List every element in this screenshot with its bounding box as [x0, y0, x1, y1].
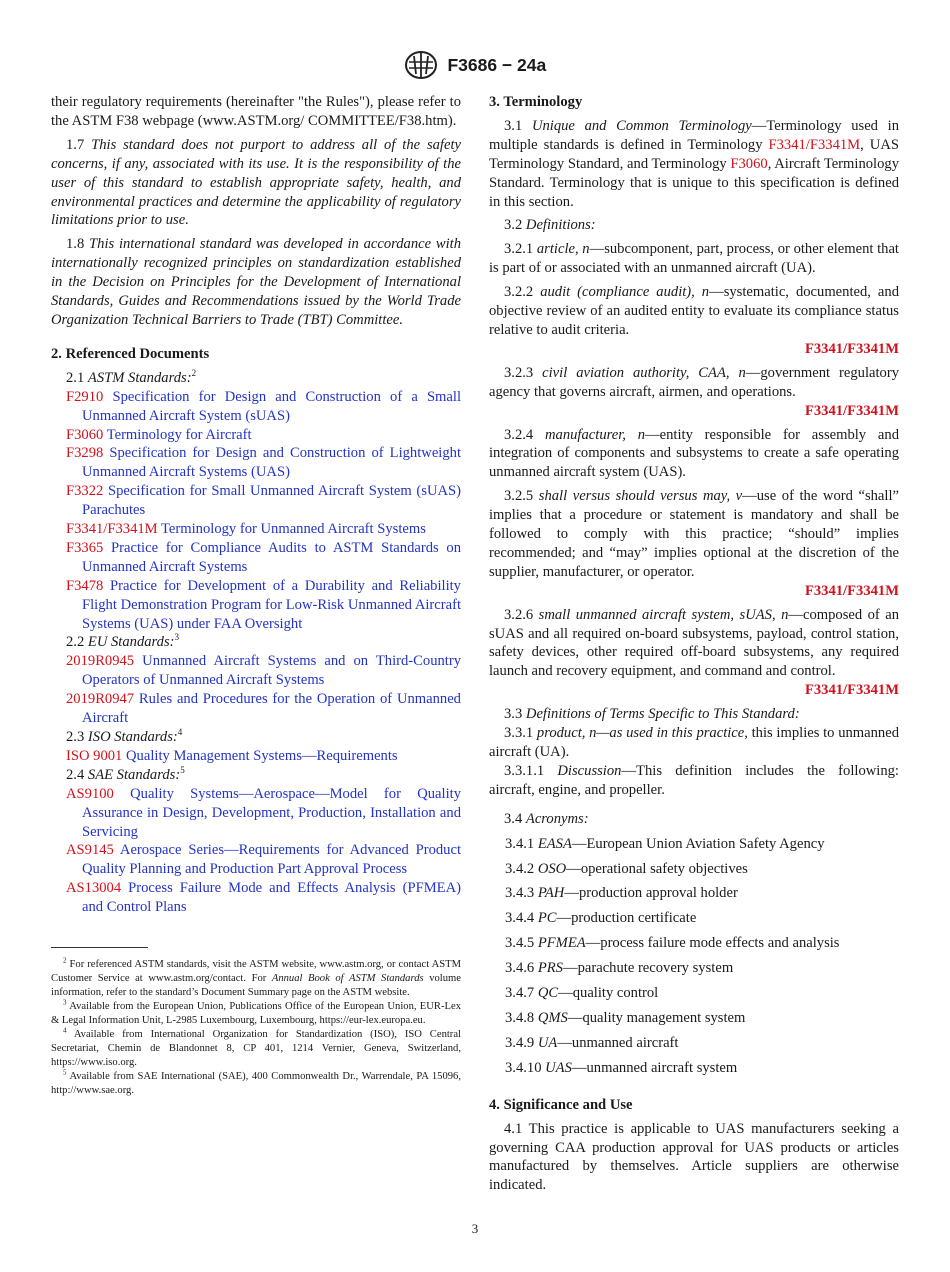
reference-item: [51, 577, 461, 634]
definition-3-2-1: [489, 240, 899, 278]
page-header: [0, 50, 950, 80]
acronym-number: 3.4.7: [505, 985, 535, 1002]
reference-title-link[interactable]: Quality Management Systems—Requirements: [126, 747, 398, 764]
reference-code-link[interactable]: F3341/F3341M: [66, 521, 158, 538]
subsection-2-2: 2.2 EU Standards:$^3$: [66, 632, 180, 651]
definition-term: civil aviation authority, CAA, n: [542, 364, 746, 381]
definition-text: —subcomponent, part, process, or other element that is part of or associated with an unmanned aircraft (UA).: [489, 241, 899, 277]
acronym-abbr: PFMEA: [537, 935, 586, 952]
acronym-text: —quality management system: [567, 1009, 746, 1026]
definition-text: —government regulatory agency that governs aircraft, airmen, and operations.: [489, 364, 899, 400]
reference-item: [51, 520, 461, 539]
subsection-2-4: 2.4 SAE Standards:$^5$: [66, 764, 185, 783]
reference-code-link[interactable]: F3478: [66, 577, 104, 594]
reference-code-link[interactable]: AS9145: [66, 842, 114, 859]
paragraph-3-3: 3.3 Definitions of Terms Specific to This Standard:: [504, 706, 800, 723]
definition-3-2-3: [489, 364, 899, 421]
footnote-text: For referenced ASTM standards, visit the ASTM website, www.astm.org, or contact ASTM Customer Service at www.astm.org/contact. For: [51, 959, 461, 985]
reference-code-link[interactable]: ISO 9001: [66, 747, 123, 764]
reference-item: [51, 785, 461, 842]
definition-term: audit (compliance audit), n: [540, 284, 710, 301]
intro-continuation: their regulatory requirements (hereinafter "the Rules"), please refer to the ASTM F38 webpage (www.ASTM.org/ COMMITTEE/F38.htm).: [51, 94, 461, 129]
acronym-number: 3.4.3: [505, 885, 535, 902]
left-column: [51, 93, 461, 1098]
footnote-italic: Annual Book of ASTM Standards: [271, 973, 424, 985]
footnotes: [51, 958, 461, 1098]
definition-text: —systematic, documented, and objective review of an audited entity to evaluate its compliance status relative to audit criteria.: [489, 284, 899, 338]
paragraph-1-7: 1.7 This standard does not purport to address all of the safety concerns, if any, associated with its use. It is the responsibility of the user of this standard to establish appropriate safety, health, and environmental practices and determine the applicability of regulatory limitations prior to use.: [51, 136, 461, 229]
acronym-number: 3.4.8: [505, 1009, 535, 1026]
acronym-item: [489, 835, 899, 854]
eu-reference-list: [51, 652, 461, 728]
reference-title-link[interactable]: Rules and Procedures for the Operation of Unmanned Aircraft: [82, 691, 461, 727]
definition-text: —entity responsible for assembly and integration of components and subsystems to create a safe operating unmanned aircraft system (UAS).: [489, 426, 899, 481]
acronym-abbr: PC: [537, 910, 557, 927]
acronym-item: [489, 860, 899, 879]
ref-link-f3341[interactable]: F3341/F3341M: [768, 136, 861, 153]
acronym-text: —process failure mode effects and analysis: [585, 935, 840, 952]
definition-number: 3.2.2: [504, 284, 534, 301]
acronym-text: —production approval holder: [564, 885, 738, 902]
definition-number: 3.2.6: [504, 606, 534, 623]
acronym-number: 3.4.5: [505, 935, 535, 952]
reference-item: [51, 444, 461, 482]
ref-link-f3060[interactable]: F3060: [730, 155, 768, 172]
acronym-item: [489, 909, 899, 928]
subsection-2-3: 2.3 ISO Standards:$^4$: [66, 727, 183, 745]
acronym-number: 3.4.1: [505, 835, 535, 852]
reference-title-link[interactable]: Practice for Compliance Audits to ASTM Standards on Unmanned Aircraft Systems: [82, 539, 461, 575]
acronym-abbr: UAS: [545, 1059, 572, 1076]
footnote: [51, 1070, 461, 1098]
subsection-2-1: 2.1 ASTM Standards:$^2$: [66, 367, 197, 386]
definition-number: 3.2.4: [504, 426, 534, 443]
acronym-item: [489, 884, 899, 903]
acronym-number: 3.4.2: [505, 860, 535, 877]
acronym-abbr: QC: [537, 985, 559, 1002]
reference-title-link[interactable]: Practice for Development of a Durability and Reliability Flight Demonstration Program for Low-Risk Unmanned Aircraft Systems (UAS) under FAA Oversight: [82, 577, 461, 632]
reference-code-link[interactable]: AS9100: [66, 785, 114, 802]
footnote-divider: [51, 947, 148, 948]
paragraph-3-3-1-1: 3.3.1.1 Discussion—This definition includes the following: aircraft, engine, and propeller.: [489, 762, 899, 798]
right-column: [489, 93, 899, 1195]
reference-title-link[interactable]: Specification for Design and Construction of Lightweight Unmanned Aircraft Systems (UAS): [82, 445, 461, 481]
definition-number: 3.2.3: [504, 364, 534, 381]
footnote-text: Available from SAE International (SAE), 400 Commonwealth Dr., Warrendale, PA 15096, http://www.sae.org.: [51, 1071, 461, 1097]
reference-code-link[interactable]: AS13004: [66, 880, 122, 897]
paragraph-3-3-1: 3.3.1 product, n—as used in this practice, this implies to unmanned aircraft (UA).: [489, 725, 899, 760]
acronym-abbr: UA: [537, 1034, 558, 1051]
acronym-number: 3.4.9: [505, 1034, 535, 1051]
page-number: 3: [471, 1221, 479, 1236]
acronym-item: [489, 1059, 899, 1078]
reference-code-link[interactable]: F2910: [66, 388, 104, 405]
definition-3-2-2: [489, 283, 899, 359]
acronym-number: 3.4.4: [505, 910, 535, 927]
reference-title-link[interactable]: Terminology for Aircraft: [106, 426, 252, 443]
astm-reference-list: [51, 388, 461, 634]
definition-term: small unmanned aircraft system, sUAS, n: [538, 606, 789, 623]
reference-item: [51, 841, 461, 879]
acronym-text: —European Union Aviation Safety Agency: [571, 835, 825, 852]
reference-item: [51, 426, 461, 445]
acronym-text: —production certificate: [556, 910, 697, 927]
acronym-text: —operational safety objectives: [566, 860, 748, 877]
definition-3-2-4: [489, 426, 899, 483]
reference-title-link[interactable]: Quality Systems—Aerospace—Model for Quality Assurance in Design, Development, Production, Installation and Servicing: [82, 785, 461, 840]
footnote: [51, 1028, 461, 1070]
paragraph-3-2: 3.2 Definitions:: [504, 217, 596, 234]
paragraph-1-8: 1.8 This international standard was developed in accordance with internationally recognized principles on standardization established in the Decision on Principles for the Development of International Standards, Guides and Recommendations issued by the World Trade Organization Technical Barriers to Trade (TBT) Committee.: [51, 236, 462, 328]
sae-reference-list: [51, 785, 461, 917]
reference-title-link[interactable]: Process Failure Mode and Effects Analysis (PFMEA) and Control Plans: [82, 880, 461, 916]
reference-title-link[interactable]: Aerospace Series—Requirements for Advanced Product Quality Planning and Production Part Approval Process: [82, 842, 462, 878]
acronyms-list: [489, 835, 899, 1078]
reference-title-link[interactable]: Unmanned Aircraft Systems and on Third-Country Operators of Unmanned Aircraft Systems: [82, 653, 462, 689]
footnote-number: 4: [63, 1026, 67, 1035]
astm-logo-icon: [404, 50, 438, 80]
paragraph-3-4: 3.4 Acronyms:: [504, 810, 589, 827]
reference-title-link[interactable]: Terminology for Unmanned Aircraft Systems: [161, 521, 426, 538]
acronym-abbr: OSO: [537, 860, 567, 877]
footnote: [51, 1000, 461, 1028]
reference-item: [51, 482, 461, 520]
reference-title-link[interactable]: Specification for Small Unmanned Aircraft System (sUAS) Parachutes: [82, 483, 462, 519]
acronym-abbr: PRS: [537, 960, 563, 977]
section-2-heading: 2. Referenced Documents: [51, 345, 210, 362]
definition-text: —composed of an sUAS and all required on-board subsystems, payload, control station, safety devices, other required off-board subsystems, any required launch and recovery equipment, and command and control.: [489, 606, 899, 680]
reference-title-link[interactable]: Specification for Design and Construction of a Small Unmanned Aircraft System (sUAS): [82, 388, 461, 424]
iso-reference-list: [51, 747, 461, 766]
paragraph-3-1: 3.1 Unique and Common Terminology—Terminology used in multiple standards is defined in Terminology F3341/F3341M, UAS Terminology Standard, and Terminology F3060, Aircraft Terminology Standard. Terminology that is unique to this specification is defined in this section.: [489, 117, 900, 210]
reference-item: [51, 388, 461, 426]
acronym-abbr: QMS: [537, 1009, 568, 1026]
reference-item: [51, 690, 461, 728]
reference-code-link[interactable]: 2019R0945: [66, 653, 135, 670]
section-3-heading: 3. Terminology: [489, 94, 583, 110]
reference-item: [51, 747, 461, 766]
reference-item: [51, 652, 461, 690]
definition-number: 3.2.1: [504, 241, 534, 258]
reference-code-link[interactable]: F3365: [66, 539, 104, 556]
reference-code-link[interactable]: 2019R0947: [66, 691, 135, 708]
acronym-item: [489, 1034, 899, 1053]
reference-code-link[interactable]: F3322: [66, 483, 104, 500]
footnote-number: 5: [63, 1068, 67, 1077]
definitions-list: [489, 240, 899, 700]
acronym-text: —parachute recovery system: [562, 960, 734, 977]
definition-text: —use of the word “shall” implies that a procedure or statement is mandatory and shall be followed to comply with this practice; “should” implies recommended; and “may” implies optional at the discretion of the supplier, manufacturer, or operator.: [489, 488, 899, 580]
definition-source-link[interactable]: F3341/F3341M: [804, 582, 899, 599]
section-4-heading: 4. Significance and Use: [489, 1096, 633, 1113]
acronym-text: —quality control: [558, 985, 659, 1002]
document-code: F3686 − 24a: [447, 54, 547, 75]
definition-3-2-5: [489, 487, 899, 600]
paragraph-4-1: 4.1 This practice is applicable to UAS manufacturers seeking a governing CAA production approval for UAS products or articles manufactured by themselves. Article suppliers are otherwise indicated.: [489, 1120, 899, 1194]
reference-item: [51, 539, 461, 577]
reference-code-link[interactable]: F3298: [66, 445, 104, 462]
acronym-item: [489, 1009, 899, 1028]
definition-source-link[interactable]: F3341/F3341M: [804, 402, 899, 419]
definition-term: manufacturer, n: [545, 426, 646, 443]
definition-source-link[interactable]: F3341/F3341M: [804, 682, 899, 699]
acronym-item: [489, 934, 899, 953]
footnote-number: 3: [63, 998, 67, 1007]
reference-code-link[interactable]: F3060: [66, 426, 104, 443]
definition-term: shall versus should versus may, v: [538, 488, 743, 505]
footnote-text: volume information, refer to the standard’s Document Summary page on the ASTM website.: [51, 973, 461, 999]
footnote-text: Available from International Organization for Standardization (ISO), ISO Central Secretariat, Chemin de Blandonnet 8, CP 401, 1214 Vernier, Geneva, Switzerland, https://www.iso.org.: [51, 1029, 461, 1069]
definition-term: article, n: [536, 241, 590, 258]
acronym-abbr: PAH: [537, 885, 565, 902]
acronym-number: 3.4.10: [505, 1059, 542, 1076]
definition-number: 3.2.5: [504, 488, 534, 505]
definition-3-2-6: [489, 606, 899, 701]
acronym-text: —unmanned aircraft system: [571, 1059, 738, 1076]
footnote: [51, 958, 461, 1000]
footnote-text: Available from the European Union, Publications Office of the European Union, EUR-Lex & Legal Information Unit, L-2985 Luxembourg, Luxembourg, https://eur-lex.europa.eu.: [51, 1001, 461, 1027]
footnote-number: 2: [63, 956, 67, 965]
acronym-abbr: EASA: [537, 835, 572, 852]
acronym-item: [489, 959, 899, 978]
acronym-text: —unmanned aircraft: [557, 1034, 679, 1051]
acronym-number: 3.4.6: [505, 960, 535, 977]
definition-source-link[interactable]: F3341/F3341M: [804, 340, 899, 357]
reference-item: [51, 879, 461, 917]
acronym-item: [489, 984, 899, 1003]
